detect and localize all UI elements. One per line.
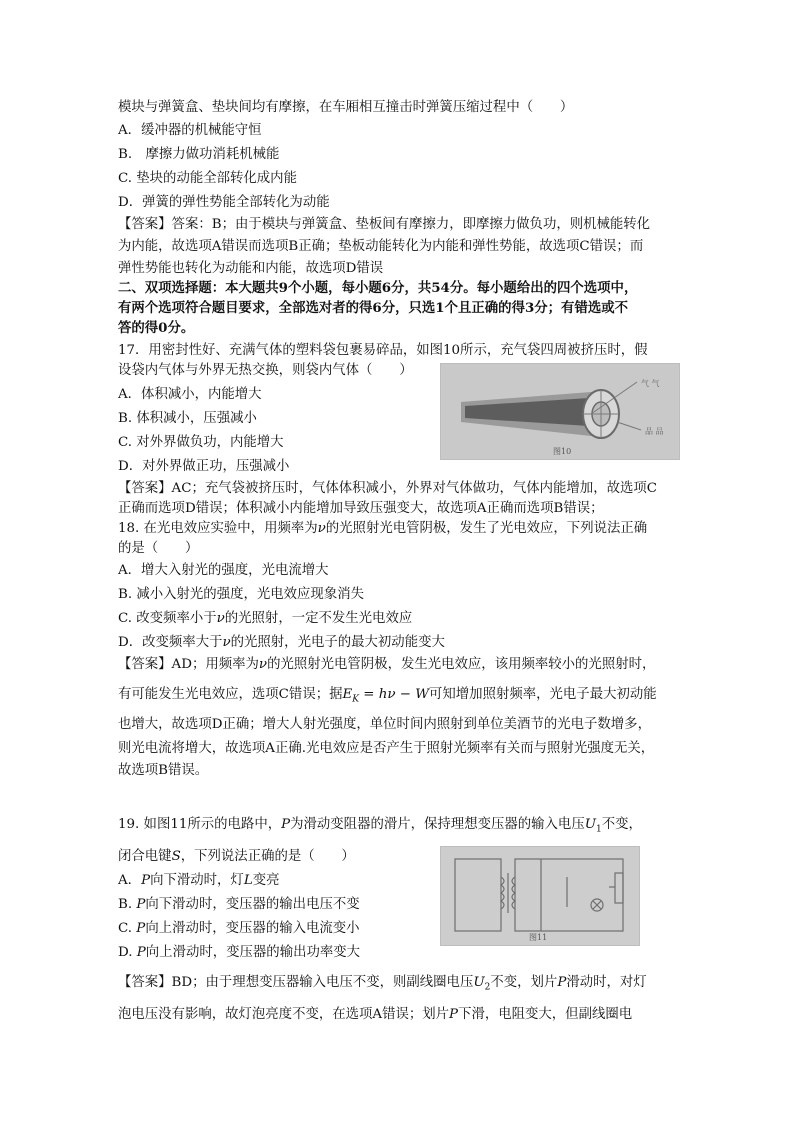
q19-answer: 【答案】BD；由于理想变压器输入电压不变，则副线圈电压$U_2$不变，划片P滑动时，对灯	[118, 975, 647, 993]
q18-stem: 18. 在光电效应实验中，用频率为ν的光照射光电管阴极，发生了光电效应，下列说法正确	[118, 521, 648, 536]
answer-line: 【答案】答案：B；由于模块与弹簧盒、垫板间有摩擦力，即摩擦力做负功，则机械能转化	[118, 217, 651, 232]
q17-stem: 17．用密封性好、充满气体的塑料袋包裹易碎品，如图10所示，充气袋四周被挤压时，假	[118, 343, 648, 358]
formula: $E_K = h\nu - W$	[342, 687, 430, 705]
q19-option-a: A．P向下滑动时，灯L变亮	[118, 873, 280, 888]
q18-answer: 则光电流将增大，故选项A正确.光电效应是否产生于照射光频率有关而与照射光强度无关，	[118, 741, 655, 756]
q18-stem-2: 的是（ ）	[118, 541, 199, 556]
q18-answer: 也增大，故选项D正确；增大人射光强度，单位时间内照射到单位美酒节的光电子数增多，	[118, 717, 651, 732]
section-heading-line: 有两个选项符合题目要求，全部选对者的得6分，只选1个且正确的得3分；有错选或不	[118, 300, 629, 316]
q18-option-a: A．增大入射光的强度，光电流增大	[118, 563, 329, 578]
q19-stem: 19. 如图11所示的电路中，P为滑动变阻器的滑片，保持理想变压器的输入电压$U_1$不变，	[118, 817, 642, 835]
q17-option-c: C. 对外界做负功，内能增大	[118, 435, 284, 450]
q19-option-c: C. P向上滑动时，变压器的输入电流变小	[118, 921, 360, 936]
q17-option-a: A．体积减小，内能增大	[118, 387, 262, 402]
q18-option-b: B. 减小入射光的强度，光电效应现象消失	[118, 587, 364, 602]
q18-answer: 故选项B错误。	[118, 763, 209, 778]
figure-11-image	[440, 846, 640, 946]
q19-answer: 泡电压没有影响，故灯泡亮度不变，在选项A错误；划片P下滑，电阻变大，但副线圈电	[118, 1007, 633, 1022]
figure-10-label: 图10	[553, 447, 572, 456]
answer-line: 弹性势能也转化为动能和内能，故选项D错误	[118, 261, 384, 276]
q19-option-b: B. P向下滑动时，变压器的输出电压不变	[118, 897, 360, 912]
section-heading-line: 答的得0分。	[118, 320, 195, 336]
option-b: B. 摩擦力做功消耗机械能	[118, 147, 280, 162]
option-c: C. 垫块的动能全部转化成内能	[118, 171, 297, 186]
svg-text:气 气: 气 气	[641, 379, 660, 388]
q17-option-d: D．对外界做正功，压强减小	[118, 459, 290, 474]
q18-answer: 【答案】AD；用频率为ν的光照射光电管阴极，发生光电效应，该用频率较小的光照射时，	[118, 657, 656, 672]
air-cushion-figure	[441, 364, 679, 459]
transformer-circuit-figure	[441, 847, 639, 945]
q17-option-b: B. 体积减小，压强减小	[118, 411, 257, 426]
figure-11-label: 图11	[529, 933, 548, 942]
option-a: A．缓冲器的机械能守恒	[118, 123, 262, 138]
figure-10-image	[440, 363, 680, 460]
option-d: D．弹簧的弹性势能全部转化为动能	[118, 195, 330, 210]
q18-option-d: D．改变频率大于ν的光照射，光电子的最大初动能变大	[118, 635, 445, 650]
section-heading-line: 二、双项选择题：本大题共9个小题，每小题6分，共54分。每小题给出的四个选项中，	[118, 280, 638, 296]
q18-answer: 有可能发生光电效应，选项C错误；据$E_K = h\nu - W$可知增加照射频率，光电子最大初动能	[118, 687, 657, 705]
q19-option-d: D. P向上滑动时，变压器的输出功率变大	[118, 945, 361, 960]
svg-text:品 品: 品 品	[645, 427, 664, 436]
q18-option-c: C. 改变频率小于ν的光照射，一定不发生光电效应	[118, 611, 413, 626]
answer-line: 为内能，故选项A错误而选项B正确；垫板动能转化为内能和弹性势能，故选项C错误；而	[118, 239, 644, 254]
q17-answer: 【答案】AC；充气袋被挤压时，气体体积减小，外界对气体做功，气体内能增加，故选项C	[118, 481, 658, 496]
q17-answer: 正确而选项D错误；体积减小内能增加导致压强变大，故选项A正确而选项B错误；	[118, 501, 604, 516]
question-stem-tail: 模块与弹簧盒、垫块间均有摩擦，在车厢相互撞击时弹簧压缩过程中（ ）	[118, 100, 574, 115]
q17-stem: 设袋内气体与外界无热交换，则袋内气体（ ）	[118, 363, 413, 378]
q19-stem-2: 闭合电键S，下列说法正确的是（ ）	[118, 849, 355, 864]
